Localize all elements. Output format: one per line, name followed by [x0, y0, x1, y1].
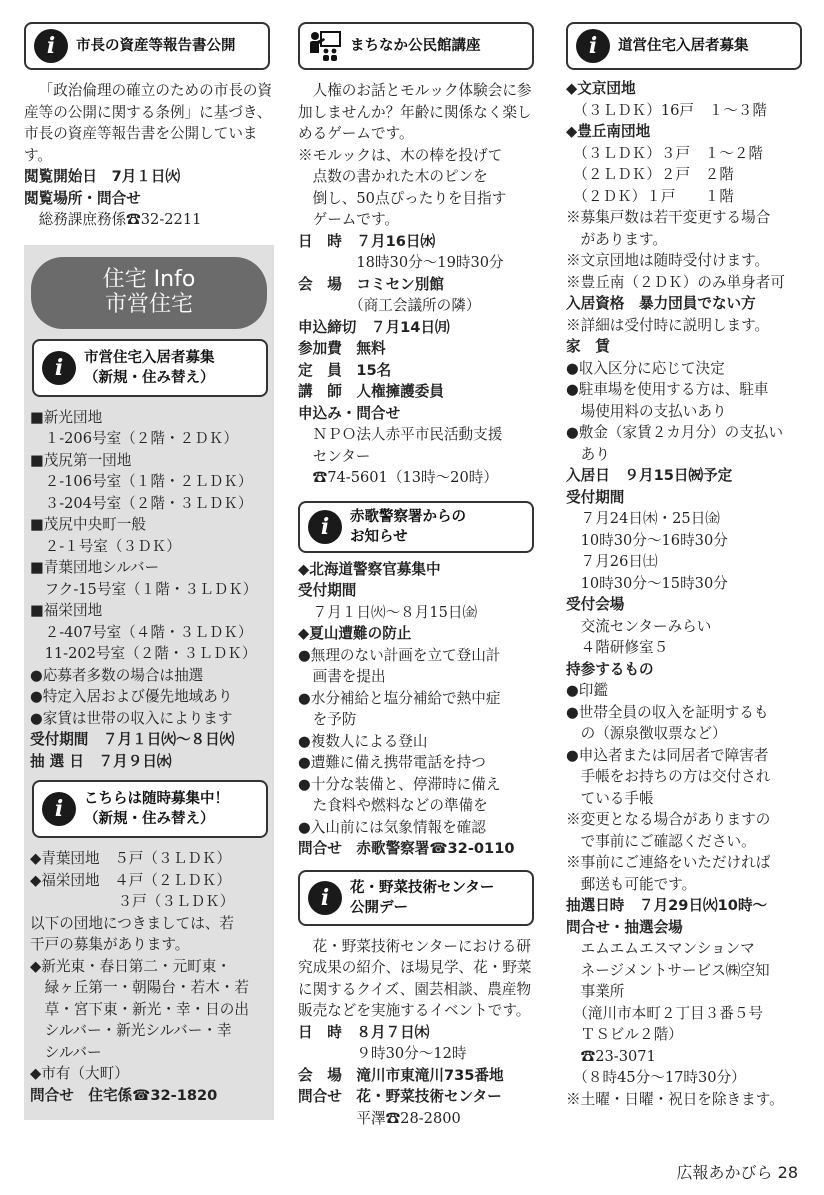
notice-line: 画書を提出: [298, 668, 386, 685]
list-line: ３-204号室（２階・３ＬＤＫ）: [30, 494, 253, 512]
list-line: 抽 選 日 ７月９日㈬: [30, 752, 172, 770]
list-line: （２ＤＫ）１戸 １階: [566, 187, 734, 205]
section-header-city-housing: [32, 339, 268, 397]
text-line: 総務課庶務係☎32-2211: [24, 211, 202, 228]
notice-line: ◆夏山遭難の防止: [298, 625, 412, 642]
list-line: 入居資格 暴力団員でない方: [566, 295, 756, 312]
notice-line: を予防: [298, 711, 357, 728]
list-line: ７月26日㈯: [566, 553, 658, 570]
detail-line: 定 員 15名: [298, 361, 392, 379]
notice-line: ◆北海道警察官募集中: [298, 560, 441, 578]
detail-line: 日 時 ８月７日㈭: [298, 1023, 430, 1041]
detail-line: ９時30分～12時: [298, 1045, 467, 1062]
list-line: （滝川市本町２丁目３番５号: [566, 1004, 764, 1022]
housing-info-panel: [24, 245, 274, 1121]
section-title: 道営住宅入居者募集: [618, 38, 749, 54]
detail-line: 講 師 人権擁護委員: [298, 383, 444, 400]
title-line: 公開デー: [350, 899, 408, 916]
list-line: ■茂尻中央町一般: [30, 516, 146, 533]
ongoing-recruitment-list: [30, 848, 268, 1106]
list-line: ４階研修室５: [566, 639, 669, 656]
list-line: 抽選日時 ７月29日㈫10時～: [566, 897, 768, 914]
list-line: 手帳をお持ちの方は交付され: [566, 768, 771, 785]
list-line: 10時30分～16時30分: [566, 531, 728, 549]
detail-line: （商工会議所の隣）: [298, 297, 481, 314]
detail-line: ※モルックは、木の棒を投げて: [298, 146, 503, 164]
list-line: 家 賃: [566, 338, 610, 355]
list-line: 場使用料の支払いあり: [566, 402, 727, 420]
list-line: ●申込者または同居者で障害者: [566, 746, 769, 764]
title-line: 花・野菜技術センター: [350, 879, 495, 896]
list-line: ■茂尻第一団地: [30, 451, 132, 469]
list-line: ◆青葉団地 ５戸（３ＬＤＫ）: [30, 850, 231, 867]
city-housing-list: [30, 407, 268, 773]
list-line: ◆福栄団地 ４戸（２ＬＤＫ）: [30, 871, 231, 889]
title-line: 赤歌警察署からの: [350, 508, 466, 525]
list-line: 郵送も可能です。: [566, 875, 697, 893]
detail-line: 申込締切 ７月14日㈪: [298, 318, 450, 336]
list-line: ３戸（３ＬＤＫ）: [30, 893, 235, 910]
list-line: ☎23-3071: [566, 1047, 656, 1065]
title-line: お知らせ: [350, 528, 408, 545]
list-line: 受付会場: [566, 596, 625, 613]
notice-line: た食料や燃料などの準備を: [298, 797, 488, 814]
list-line: ●印鑑: [566, 682, 608, 699]
list-line: ●駐車場を使用する方は、駐車: [566, 381, 769, 398]
title-line: 市営住宅入居者募集: [84, 349, 215, 366]
notice-line: 問合せ 赤歌警察署☎32-0110: [298, 840, 515, 857]
list-line: あり: [566, 445, 610, 463]
list-line: 草・宮下東・新光・幸・日の出: [30, 1000, 249, 1018]
list-line: （２ＬＤＫ）２戸 ２階: [566, 166, 734, 183]
list-line: ●敷金（家賃２カ月分）の支払い: [566, 424, 784, 441]
info-icon: i: [42, 792, 76, 826]
detail-line: 申込み・問合せ: [298, 404, 401, 422]
list-line: ●世帯全員の収入を証明するも: [566, 703, 769, 721]
housing-info-banner: [31, 257, 267, 329]
list-line: 11-202号室（２階・３ＬＤＫ）: [30, 645, 257, 662]
prefectural-housing-list: [566, 78, 806, 1110]
info-icon: i: [308, 881, 342, 915]
list-line: エムエムエスマンションマ: [566, 940, 755, 957]
section-header-open-day: [298, 870, 534, 926]
detail-line: センター: [298, 447, 371, 465]
notice-line: ７月１日㈫～８月15日㈮: [298, 603, 478, 621]
detail-line: 18時30分～19時30分: [298, 254, 504, 271]
lecture-details: [298, 145, 538, 489]
list-line: 交流センターみらい: [566, 617, 712, 635]
list-line: ネージメントサービス㈱空知: [566, 961, 770, 979]
list-line: ◆市有（大町）: [30, 1065, 129, 1082]
list-line: の（源泉徴収票など）: [566, 725, 727, 742]
list-line: 問合せ 住宅係☎32-1820: [30, 1086, 218, 1104]
list-line: 問合せ・抽選会場: [566, 918, 683, 936]
list-line: （８時45分～17時30分）: [566, 1069, 746, 1086]
detail-line: 日 時 ７月16日㈬: [298, 232, 436, 250]
list-line: ＴＳビル２階）: [566, 1026, 683, 1043]
notice-line: ●遭難に備え携帯電話を持つ: [298, 754, 486, 771]
list-line: ２-１号室（３ＤＫ）: [30, 537, 181, 555]
detail-line: 会 場 滝川市東滝川735番地: [298, 1066, 504, 1084]
list-line: ※土曜・日曜・祝日を除きます。: [566, 1090, 784, 1108]
list-line: ◆新光東・春日第二・元町東・: [30, 957, 231, 975]
detail-line: ☎74-5601（13時～20時）: [298, 469, 498, 486]
section-header-prefectural-housing: [566, 22, 802, 70]
list-line: （３ＬＤＫ）16戸 １～３階: [566, 101, 767, 119]
list-line: ※豊丘南（２ＤＫ）のみ単身者可: [566, 273, 785, 291]
list-line: ■福栄団地: [30, 602, 103, 619]
lecture-icon: [308, 29, 342, 63]
section-title: まちなか公民館講座: [350, 38, 481, 54]
notice-line: ●無理のない計画を立て登山計: [298, 646, 501, 664]
list-line: 緑ヶ丘第一・朝陽台・若木・若: [30, 979, 249, 996]
section-title-block: [84, 348, 215, 388]
list-line: ●収入区分に応じて決定: [566, 359, 725, 377]
list-line: １-206号室（２階・２ＤＫ）: [30, 430, 238, 447]
list-line: ※文京団地は随時受付けます。: [566, 252, 770, 269]
title-line: （新規・住み替え）: [84, 811, 215, 827]
list-line: 干戸の募集があります。: [30, 936, 190, 953]
banner-line: 住宅 Info: [102, 266, 196, 292]
list-line: ●家賃は世帯の収入によります: [30, 709, 233, 727]
detail-line: ゲームです。: [298, 211, 399, 228]
info-icon: i: [308, 510, 342, 544]
notice-line: ●複数人による登山: [298, 732, 428, 750]
list-line: ２-407号室（４階・３ＬＤＫ）: [30, 623, 253, 641]
title-line: （新規・住み替え）: [84, 369, 215, 386]
column-3: [566, 22, 806, 1110]
notice-line: ●入山前には気象情報を確認: [298, 818, 486, 836]
paragraph: 人権のお話とモルック体験会に参加しませんか？年齢に関係なく楽しめるゲームです。: [298, 82, 532, 142]
text-line: 閲覧場所・問合せ: [24, 189, 141, 207]
notice-line: 受付期間: [298, 582, 357, 599]
detail-line: 会 場 コミセン別館: [298, 275, 444, 293]
list-line: ◆豊丘南団地: [566, 123, 651, 140]
list-line: ※事前にご連絡をいただければ: [566, 854, 771, 871]
info-icon: i: [42, 351, 76, 385]
list-line: 以下の団地につきましては、若: [30, 914, 235, 932]
text-line: 閲覧開始日 7月１日㈫: [24, 168, 181, 185]
column-2: [298, 22, 538, 1129]
list-line: 10時30分～15時30分: [566, 574, 728, 592]
list-line: で事前にご確認ください。: [566, 832, 756, 850]
list-line: ている手帳: [566, 789, 654, 807]
list-line: （３ＬＤＫ）３戸 １～２階: [566, 144, 764, 162]
detail-line: 点数の書かれた木のピンを: [298, 168, 488, 185]
detail-line: 参加費 無料: [298, 340, 386, 357]
section-header-community-lecture: [298, 22, 534, 70]
section-title: 市長の資産等報告書公開: [76, 38, 236, 54]
banner-line: 市営住宅: [104, 291, 193, 317]
list-line: 事業所: [566, 983, 625, 1000]
list-line: ７月24日㈭・25日㈮: [566, 510, 720, 527]
list-line: 受付期間: [566, 488, 625, 506]
section-title-block: [350, 878, 494, 918]
list-line: ●特定入居および優先地域あり: [30, 688, 233, 705]
notice-line: ●十分な装備と、停滞時に備え: [298, 775, 501, 793]
title-line: こちらは随時募集中！: [84, 791, 229, 807]
list-line: ●応募者多数の場合は抽選: [30, 666, 204, 684]
list-line: ■青葉団地シルバー: [30, 559, 160, 576]
paragraph: 花・野菜技術センターにおける研究成果の紹介、ほ場見学、花・野菜に関するクイズ、園芸相談、農産物販売などを実施するイベントです。: [298, 937, 532, 1019]
detail-line: 倒し、50点ぴったりを目指す: [298, 189, 507, 207]
list-line: ※募集戸数は若干変更する場合: [566, 209, 771, 226]
section-title-block: [350, 507, 466, 547]
section-header-mayor-assets: [24, 22, 270, 70]
info-icon: i: [576, 29, 610, 63]
open-day-details: [298, 1022, 538, 1130]
list-line: フク-15号室（１階・３ＬＤＫ）: [30, 580, 258, 598]
list-line: 入居日 ９月15日㈷予定: [566, 467, 733, 484]
section-header-ongoing-recruitment: [32, 780, 268, 838]
list-line: 受付期間 ７月１日㈫～８日㈫: [30, 731, 235, 748]
page-footer: 広報あかびら 28: [676, 1163, 798, 1182]
section-title-block: [84, 789, 229, 829]
detail-line: 問合せ 花・野菜技術センター: [298, 1088, 502, 1105]
list-line: 持参するもの: [566, 660, 654, 678]
detail-line: 平澤☎28-2800: [298, 1109, 461, 1127]
list-line: シルバー・新光シルバー・幸: [30, 1022, 232, 1039]
police-notice-list: [298, 559, 538, 860]
detail-line: ＮＰＯ法人赤平市民活動支援: [298, 426, 503, 443]
list-line: ◆文京団地: [566, 80, 636, 97]
paragraph: 「政治倫理の確立のための市長の資産等の公開に関する条例」に基づき、市長の資産等報告書を公開しています。: [24, 82, 273, 164]
list-line: ２-106号室（１階・２ＬＤＫ）: [30, 473, 253, 490]
list-line: ※変更となる場合がありますの: [566, 811, 771, 828]
list-line: シルバー: [30, 1043, 102, 1061]
info-icon: i: [34, 29, 68, 63]
column-1: [24, 22, 274, 1120]
list-line: があります。: [566, 230, 667, 248]
list-line: ※詳細は受付時に説明します。: [566, 316, 770, 334]
list-line: ■新光団地: [30, 408, 103, 426]
section-header-police-notice: [298, 501, 534, 553]
notice-line: ●水分補給と塩分補給で熱中症: [298, 689, 501, 707]
